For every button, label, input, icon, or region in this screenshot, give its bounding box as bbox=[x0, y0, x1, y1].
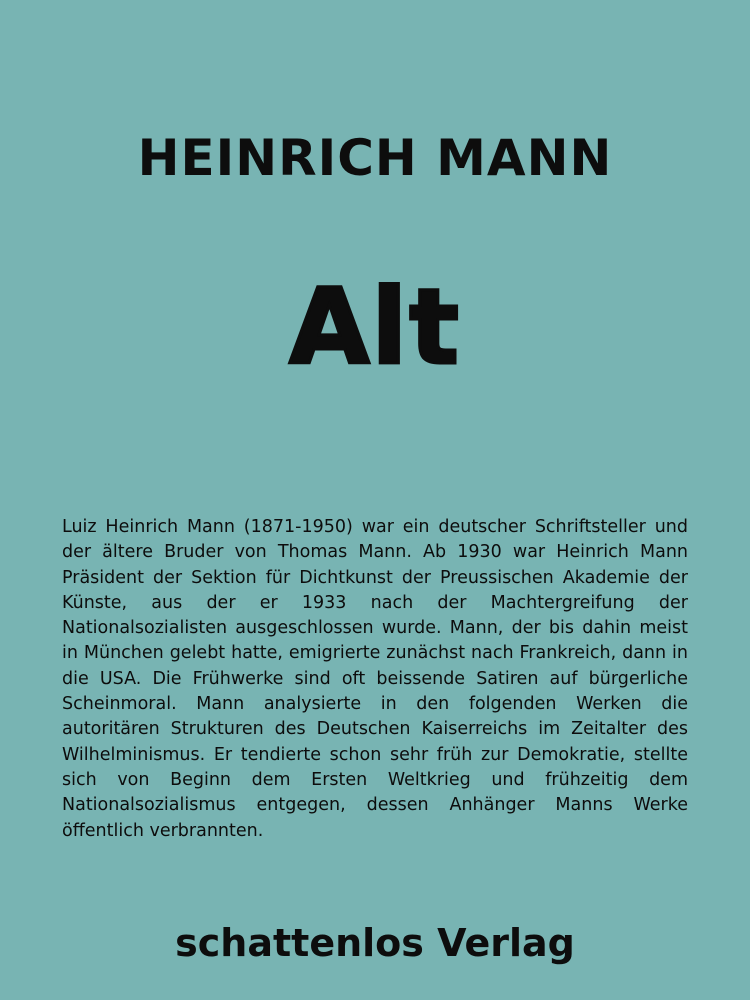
author-name: HEINRICH MANN bbox=[137, 129, 613, 187]
author-description: Luiz Heinrich Mann (1871-1950) war ein deutscher Schriftsteller und der ältere Bruder von Thomas Mann. Ab 1930 war Heinrich Mann Präsident der Sektion für Dichtkunst der Preussischen Akademie der Künste, aus der er 1933 nach der Machtergreifung der Nationalsozialisten ausgeschlossen wurde. Mann, der bis dahin meist in München gelebt hatte, emigrierte zunächst nach Frankreich, dann in die USA. Die Frühwerke sind oft beissende Satiren auf bürgerliche Scheinmoral. Mann analysierte in den folgenden Werken die autoritären Strukturen des Deutschen Kaiserreichs im Zeitalter des Wilhelminismus. Er tendierte schon sehr früh zur Demokratie, stellte sich von Beginn dem Ersten Weltkrieg und frühzeitig dem Nationalsozialismus entgegen, dessen Anhänger Manns Werke öffentlich verbrannten. bbox=[62, 517, 688, 841]
publisher-name: schattenlos Verlag bbox=[175, 921, 575, 965]
book-title: Alt bbox=[289, 266, 461, 388]
